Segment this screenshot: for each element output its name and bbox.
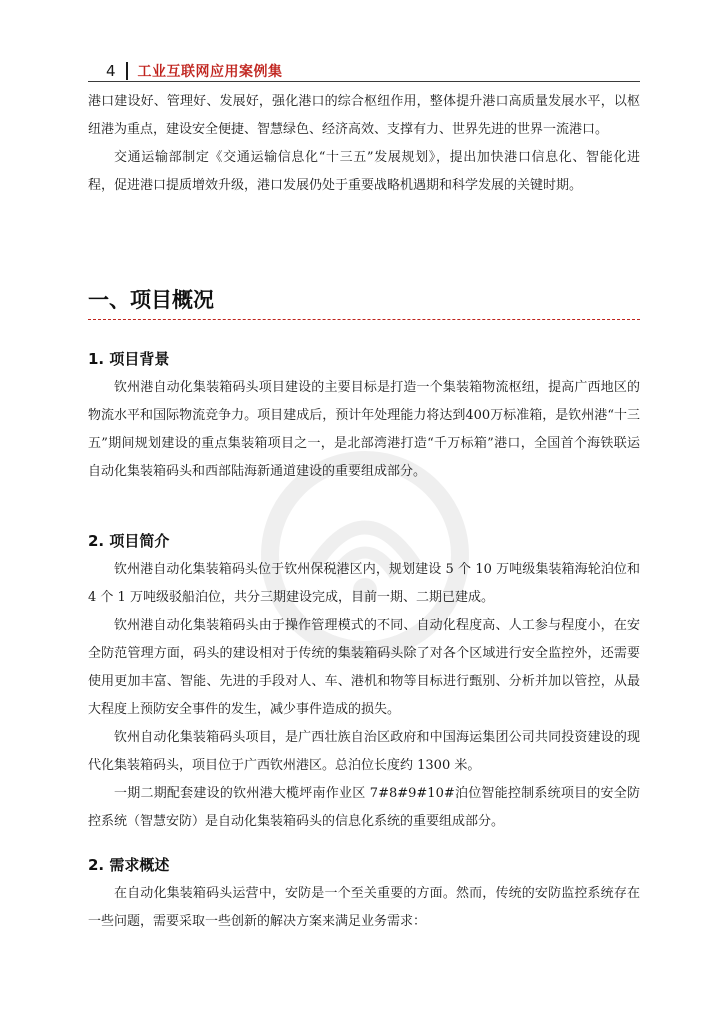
subsection-title-requirements: 2. 需求概述: [88, 856, 170, 874]
subsection-requirements: [88, 850, 640, 936]
header-divider: [126, 62, 128, 80]
overview-paragraph-1: 钦州港自动化集装箱码头位于钦州保税港区内，规划建设 5 个 10 万吨级集装箱海轮泊位和 4 个 1 万吨级驳船泊位，共分三期建设完成，目前一期、二期已建成。: [88, 562, 640, 605]
section-divider: [88, 319, 640, 320]
background-paragraph-1: 钦州港自动化集装箱码头项目建设的主要目标是打造一个集装箱物流枢纽，提高广西地区的物流水平和国际物流竞争力。项目建成后，预计年处理能力将达到400万标准箱，是钦州港“十三五”期间规划建设的重点集装箱项目之一，是北部湾港打造“千万标箱”港口，全国首个海铁联运自动化集装箱码头和西部陆海新通道建设的重要组成部分。: [88, 380, 640, 479]
header-rule: [88, 81, 640, 82]
intro-paragraph-1: 港口建设好、管理好、发展好，强化港口的综合枢纽作用，整体提升港口高质量发展水平，以枢纽港为重点，建设安全便捷、智慧绿色、经济高效、支撑有力、世界先进的世界一流港口。: [88, 94, 640, 137]
subsection-title-background: 1. 项目背景: [88, 350, 170, 368]
overview-paragraph-3: 钦州自动化集装箱码头项目，是广西壮族自治区政府和中国海运集团公司共同投资建设的现代化集装箱码头，项目位于广西钦州港区。总泊位长度约 1300 米。: [88, 730, 640, 773]
overview-paragraph-2: 钦州港自动化集装箱码头由于操作管理模式的不同、自动化程度高、人工参与程度小，在安全防范管理方面，码头的建设相对于传统的集装箱码头除了对各个区域进行安全监控外，还需要使用更加丰富、智能、先进的手段对人、车、港机和物等目标进行甄别、分析并加以管控，从最大程度上预防安全事件的发生，减少事件造成的损失。: [88, 618, 640, 717]
overview-paragraph-4: 一期二期配套建设的钦州港大榄坪南作业区 7#8#9#10#泊位智能控制系统项目的安全防控系统（智慧安防）是自动化集装箱码头的信息化系统的重要组成部分。: [88, 786, 640, 829]
page-header: [88, 59, 640, 83]
page-number: 4: [106, 62, 116, 80]
header-title: 工业互联网应用案例集: [137, 64, 283, 80]
subsection-background: [88, 344, 640, 486]
subsection-overview: [88, 526, 640, 836]
requirements-paragraph-1: 在自动化集装箱码头运营中，安防是一个至关重要的方面。然而，传统的安防监控系统存在一些问题，需要采取一些创新的解决方案来满足业务需求：: [88, 886, 640, 929]
subsection-title-overview: 2. 项目简介: [88, 532, 170, 550]
intro-paragraph-2: 交通运输部制定《交通运输信息化“十三五”发展规划》，提出加快港口信息化、智能化进程，促进港口提质增效升级，港口发展仍处于重要战略机遇期和科学发展的关键时期。: [88, 150, 640, 193]
intro-text: [88, 88, 640, 200]
section-heading: 一、项目概况: [88, 288, 214, 312]
